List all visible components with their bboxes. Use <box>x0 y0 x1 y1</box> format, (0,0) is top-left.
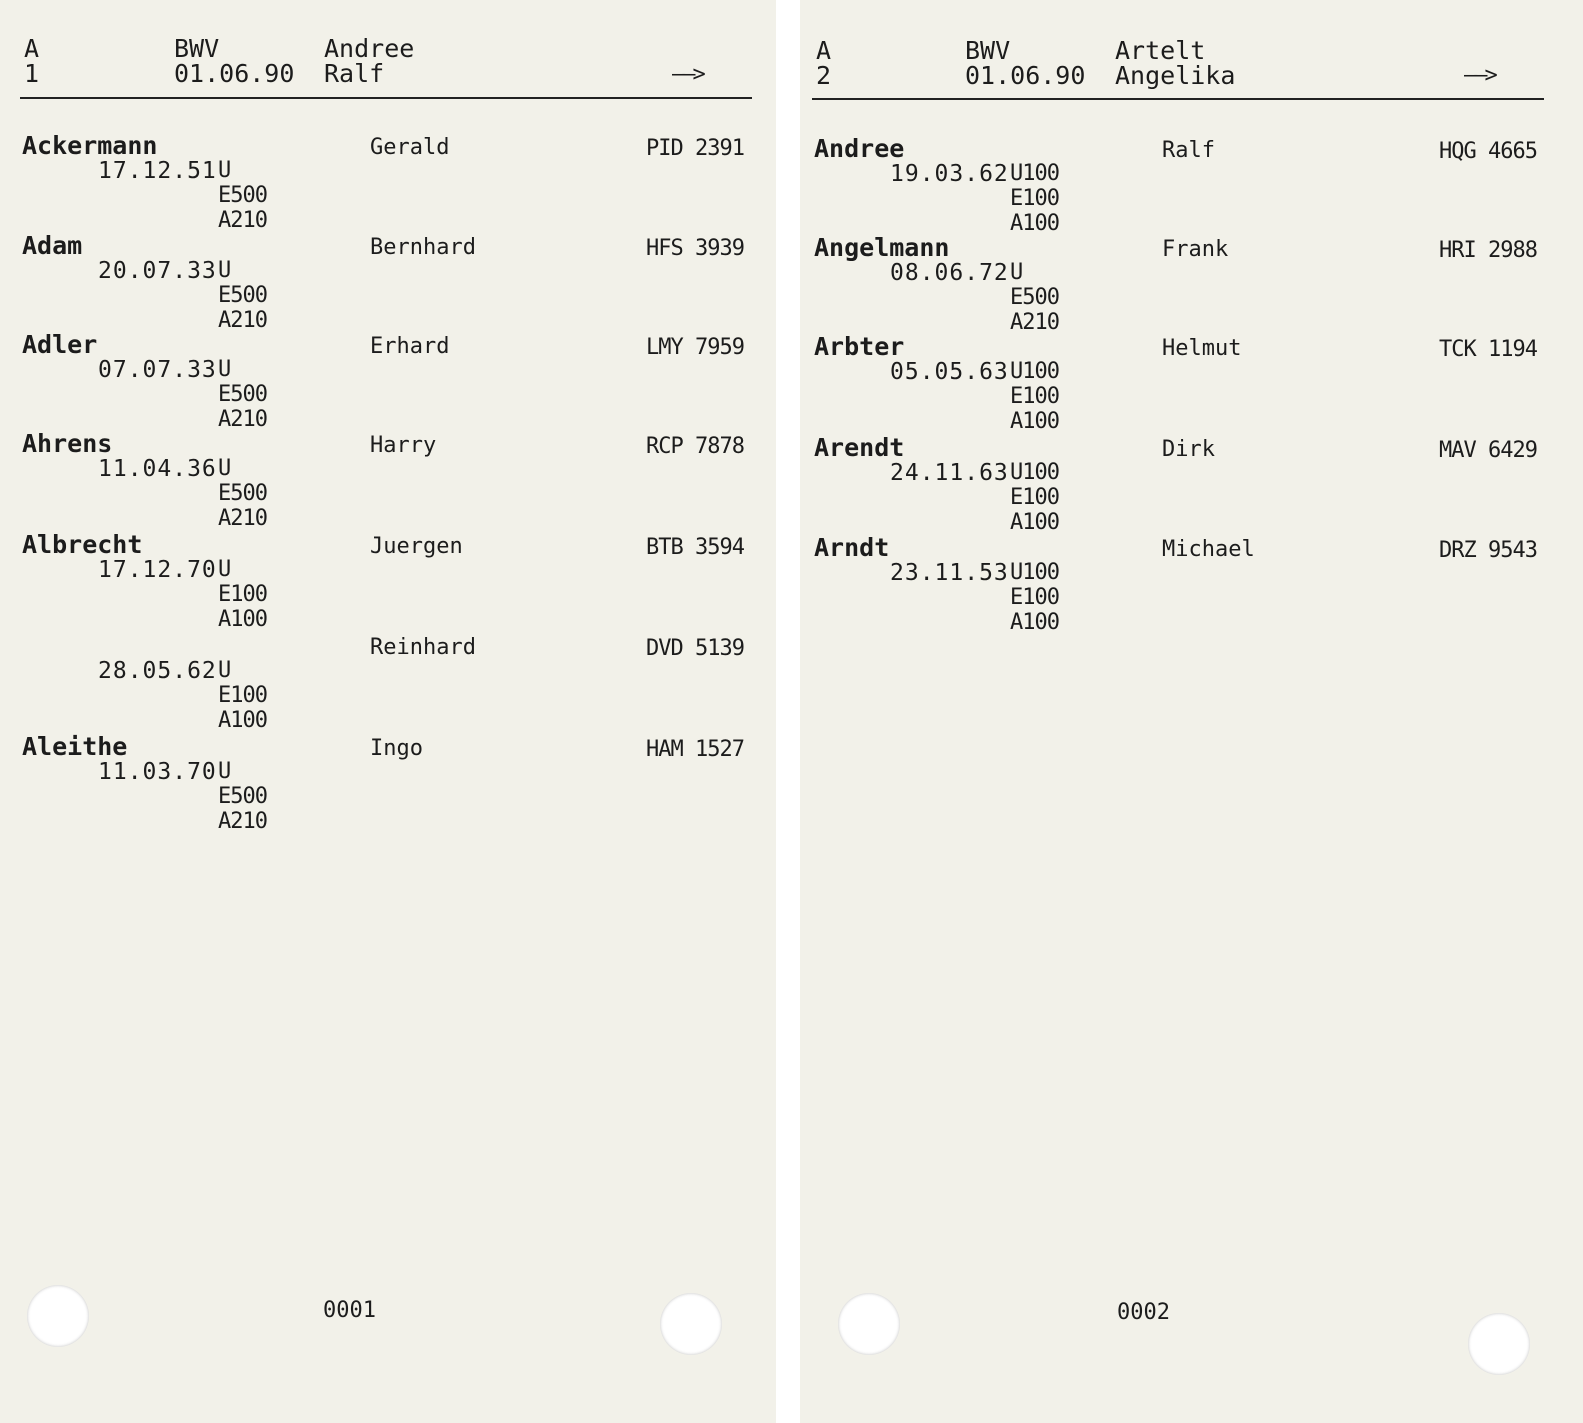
header-rule <box>20 97 752 99</box>
entry-surname: Arndt <box>814 533 890 562</box>
entry-given-name: Ingo <box>370 736 423 761</box>
punch-hole <box>660 1293 722 1355</box>
entry-reference: RCP 7878 <box>646 434 744 459</box>
punch-hole <box>838 1293 900 1355</box>
list-item <box>0 133 776 233</box>
header-card-number: 2 <box>816 61 832 90</box>
header-firstname: Ralf <box>324 59 385 88</box>
list-item <box>0 332 776 432</box>
entry-dob: 24.11.63 <box>890 460 1009 486</box>
entry-given-name: Erhard <box>370 334 450 359</box>
entry-surname: Andree <box>814 134 905 163</box>
entry-code: U100 <box>1010 560 1059 585</box>
entry-dob: 07.07.33 <box>98 357 217 383</box>
entry-reference: BTB 3594 <box>646 535 744 560</box>
next-arrow: ——> <box>1464 63 1495 88</box>
entry-code: U <box>1010 260 1023 285</box>
entry-code: A100 <box>1010 211 1059 236</box>
list-item <box>800 136 1583 236</box>
entry-code: E100 <box>1010 585 1059 610</box>
entry-code: E500 <box>218 183 267 208</box>
page-number: 0001 <box>323 1298 376 1323</box>
entry-reference: DVD 5139 <box>646 636 744 661</box>
entry-given-name: Reinhard <box>370 635 476 660</box>
entry-surname: Ackermann <box>22 131 158 160</box>
entry-reference: PID 2391 <box>646 136 744 161</box>
header-surname: Andree <box>324 34 415 63</box>
list-item <box>0 633 776 733</box>
header-firstname: Angelika <box>1115 61 1236 90</box>
entry-code: U <box>218 258 231 283</box>
entry-code: A210 <box>218 506 267 531</box>
entry-dob: 11.04.36 <box>98 456 217 482</box>
header-org: BWV <box>965 36 1011 65</box>
entry-surname: Adler <box>22 330 98 359</box>
index-card-2 <box>800 0 1583 1423</box>
punch-hole <box>27 1285 89 1347</box>
entry-code: A210 <box>218 308 267 333</box>
entry-code: U <box>218 557 231 582</box>
entry-dob: 23.11.53 <box>890 560 1009 586</box>
entry-code: U <box>218 658 231 683</box>
entry-code: U <box>218 759 231 784</box>
entry-given-name: Juergen <box>370 534 463 559</box>
entry-given-name: Harry <box>370 433 437 458</box>
entry-surname: Angelmann <box>814 233 950 262</box>
entry-code: A210 <box>1010 310 1059 335</box>
entry-code: U100 <box>1010 359 1059 384</box>
entry-surname: Albrecht <box>22 530 143 559</box>
page-number: 0002 <box>1117 1300 1170 1325</box>
entry-code: U <box>218 357 231 382</box>
index-card-1 <box>0 0 776 1423</box>
next-arrow: ——> <box>672 62 703 87</box>
header-letter: A <box>816 36 832 65</box>
entry-code: E500 <box>218 382 267 407</box>
list-item <box>0 532 776 632</box>
entry-reference: HQG 4665 <box>1439 139 1537 164</box>
entry-code: E100 <box>218 582 267 607</box>
list-item <box>0 734 776 834</box>
entry-code: E500 <box>218 283 267 308</box>
entry-given-name: Helmut <box>1162 336 1242 361</box>
entry-code: U100 <box>1010 460 1059 485</box>
entry-code: U <box>218 456 231 481</box>
entry-code: E500 <box>218 784 267 809</box>
list-item <box>0 233 776 333</box>
entry-code: E100 <box>1010 384 1059 409</box>
header-letter: A <box>24 34 40 63</box>
entry-surname: Adam <box>22 231 83 260</box>
list-item <box>0 431 776 531</box>
header-date: 01.06.90 <box>174 59 295 88</box>
entry-code: A100 <box>1010 409 1059 434</box>
entry-code: A210 <box>218 208 267 233</box>
header-org: BWV <box>174 34 220 63</box>
entry-surname: Ahrens <box>22 429 113 458</box>
header-surname: Artelt <box>1115 36 1206 65</box>
entry-code: A210 <box>218 809 267 834</box>
list-item <box>800 435 1583 535</box>
entry-reference: DRZ 9543 <box>1439 538 1537 563</box>
entry-code: E500 <box>218 481 267 506</box>
entry-surname: Arendt <box>814 433 905 462</box>
entry-surname: Arbter <box>814 332 905 361</box>
list-item <box>800 235 1583 335</box>
entry-code: A100 <box>218 607 267 632</box>
entry-code: E100 <box>1010 485 1059 510</box>
entry-code: U <box>218 158 231 183</box>
header-date: 01.06.90 <box>965 61 1086 90</box>
entry-given-name: Michael <box>1162 537 1255 562</box>
list-item <box>800 334 1583 434</box>
entry-dob: 17.12.51 <box>98 158 217 184</box>
entry-reference: MAV 6429 <box>1439 438 1537 463</box>
entry-code: A100 <box>1010 510 1059 535</box>
entry-reference: TCK 1194 <box>1439 337 1537 362</box>
entry-reference: HRI 2988 <box>1439 238 1537 263</box>
punch-hole <box>1468 1313 1530 1375</box>
entry-reference: HAM 1527 <box>646 737 744 762</box>
entry-given-name: Frank <box>1162 237 1229 262</box>
entry-code: A100 <box>218 708 267 733</box>
entry-code: E100 <box>218 683 267 708</box>
entry-dob: 11.03.70 <box>98 759 217 785</box>
entry-dob: 19.03.62 <box>890 161 1009 187</box>
entry-code: E100 <box>1010 186 1059 211</box>
entry-code: A100 <box>1010 610 1059 635</box>
entry-dob: 20.07.33 <box>98 258 217 284</box>
entry-surname: Aleithe <box>22 732 128 761</box>
entry-dob: 17.12.70 <box>98 557 217 583</box>
entry-code: U100 <box>1010 161 1059 186</box>
entry-code: A210 <box>218 407 267 432</box>
entry-dob: 05.05.63 <box>890 359 1009 385</box>
list-item <box>800 535 1583 635</box>
entry-reference: LMY 7959 <box>646 335 744 360</box>
entry-code: E500 <box>1010 285 1059 310</box>
entry-dob: 28.05.62 <box>98 658 217 684</box>
entry-given-name: Ralf <box>1162 138 1215 163</box>
header-card-number: 1 <box>24 59 40 88</box>
entry-dob: 08.06.72 <box>890 260 1009 286</box>
header-rule <box>812 98 1544 100</box>
entry-given-name: Bernhard <box>370 235 476 260</box>
entry-reference: HFS 3939 <box>646 236 744 261</box>
entry-given-name: Dirk <box>1162 437 1215 462</box>
entry-given-name: Gerald <box>370 135 450 160</box>
